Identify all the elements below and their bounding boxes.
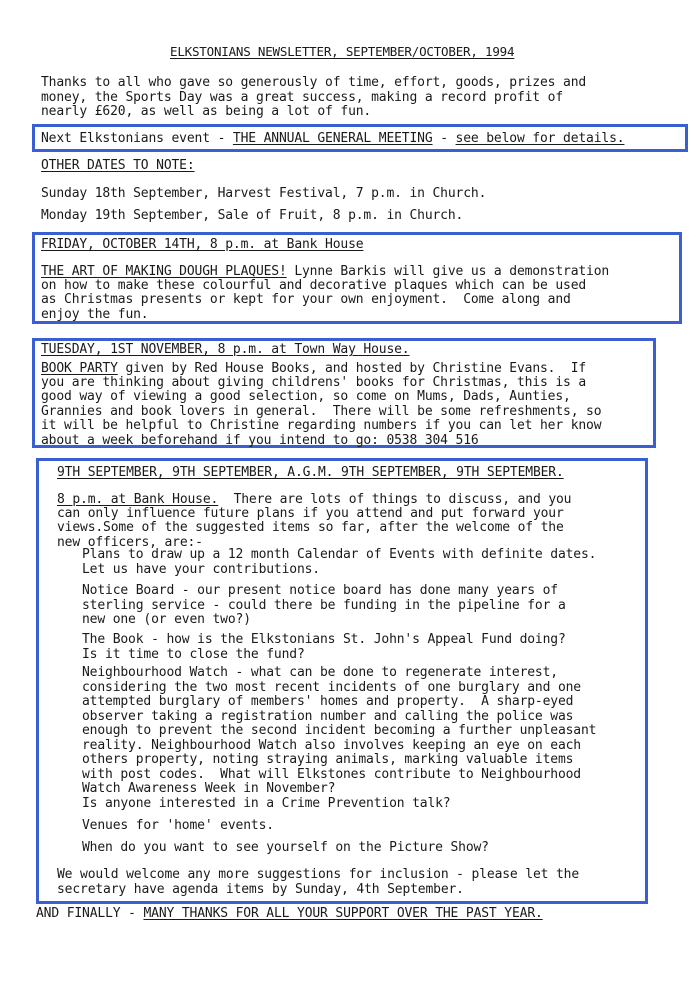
agm-venue-rest: There are lots of things to discuss, and you bbox=[218, 492, 572, 507]
friday-subject: THE ART OF MAKING DOUGH PLAQUES! bbox=[41, 264, 287, 279]
agm-item-calendar: Plans to draw up a 12 month Calendar of Events with definite dates. Let us have your contributions. bbox=[82, 547, 597, 577]
next-event-agm: THE ANNUAL GENERAL MEETING bbox=[232, 131, 433, 146]
tuesday-subject: BOOK PARTY bbox=[41, 361, 118, 376]
other-date-fruit-sale: Monday 19th September, Sale of Fruit, 8 p.m. in Church. bbox=[41, 208, 464, 223]
finally-line bbox=[36, 906, 543, 921]
other-date-harvest: Sunday 18th September, Harvest Festival, 7 p.m. in Church. bbox=[41, 186, 487, 201]
next-event-line bbox=[41, 131, 624, 146]
next-event-see-below: see below for details. bbox=[455, 131, 625, 146]
agm-closing: We would welcome any more suggestions for inclusion - please let the secretary have agenda items by Sunday, 4th September. bbox=[57, 867, 580, 897]
friday-first-line-rest: Lynne Barkis will give us a demonstration bbox=[286, 264, 610, 279]
friday-heading: FRIDAY, OCTOBER 14TH, 8 p.m. at Bank House bbox=[41, 237, 364, 252]
next-event-lead: Next Elkstonians event - bbox=[41, 131, 233, 146]
tuesday-first-line bbox=[41, 361, 586, 376]
other-dates-heading: OTHER DATES TO NOTE: bbox=[41, 158, 195, 173]
finally-thanks: MANY THANKS FOR ALL YOUR SUPPORT OVER THE PAST YEAR. bbox=[143, 906, 543, 921]
tuesday-first-line-rest: given by Red House Books, and hosted by Christine Evans. If bbox=[117, 361, 587, 376]
finally-lead: AND FINALLY - bbox=[36, 906, 144, 921]
agm-item-picture-show: When do you want to see yourself on the Picture Show? bbox=[82, 840, 489, 855]
newsletter-title: ELKSTONIANS NEWSLETTER, SEPTEMBER/OCTOBER, 1994 bbox=[170, 44, 515, 59]
agm-item-neighbourhood-watch: Neighbourhood Watch - what can be done to regenerate interest, considering the two most recent incidents of one burglary and one attempted burglary of members' homes and property. A sharp-eyed observer taking a registration number and calling the police was enough to prevent the second incident becoming a further unpleasant reality. Neighbourhood Watch also involves keeping an eye on each others property, noting straying animals, marking valuable items with post codes. What will Elkstones contribute to Neighbourhood Watch Awareness Week in November? Is anyone interested in a Crime Prevention talk? bbox=[82, 665, 597, 811]
agm-item-the-book: The Book - how is the Elkstonians St. John's Appeal Fund doing? Is it time to close the fund? bbox=[82, 632, 566, 662]
agm-intro: can only influence future plans if you attend and put forward your views.Some of the suggested items so far, after the welcome of the new officers, are:- bbox=[57, 505, 564, 550]
friday-first-line bbox=[41, 264, 609, 279]
tuesday-heading: TUESDAY, 1ST NOVEMBER, 8 p.m. at Town Way House. bbox=[41, 342, 410, 357]
agm-heading: 9TH SEPTEMBER, 9TH SEPTEMBER, A.G.M. 9TH SEPTEMBER, 9TH SEPTEMBER. bbox=[57, 465, 564, 480]
tuesday-body: you are thinking about giving childrens' books for Christmas, this is a good way of viewing a good selection, so come on Mums, Dads, Aunties, Grannies and book lovers in general. There will be some refreshments, so it will be helpful to Christine regarding numbers if you can let her know about a week beforehand if you intend to go: 0538 304 516 bbox=[41, 374, 602, 448]
agm-venue-line bbox=[57, 492, 571, 507]
agm-item-venues: Venues for 'home' events. bbox=[82, 818, 274, 833]
friday-body: on how to make these colourful and decorative plaques which can be used as Christmas presents or kept for your own enjoyment. Come along and enjoy the fun. bbox=[41, 277, 587, 322]
intro-paragraph: Thanks to all who gave so generously of time, effort, goods, prizes and money, the Sports Day was a great success, making a record profit of nearly £620, as well as being a lot of fun. bbox=[41, 75, 587, 119]
agm-venue: 8 p.m. at Bank House. bbox=[57, 492, 219, 507]
agm-item-notice-board: Notice Board - our present notice board has done many years of sterling service - could there be funding in the pipeline for a new one (or even two?) bbox=[82, 583, 566, 627]
next-event-dash: - bbox=[432, 131, 456, 146]
